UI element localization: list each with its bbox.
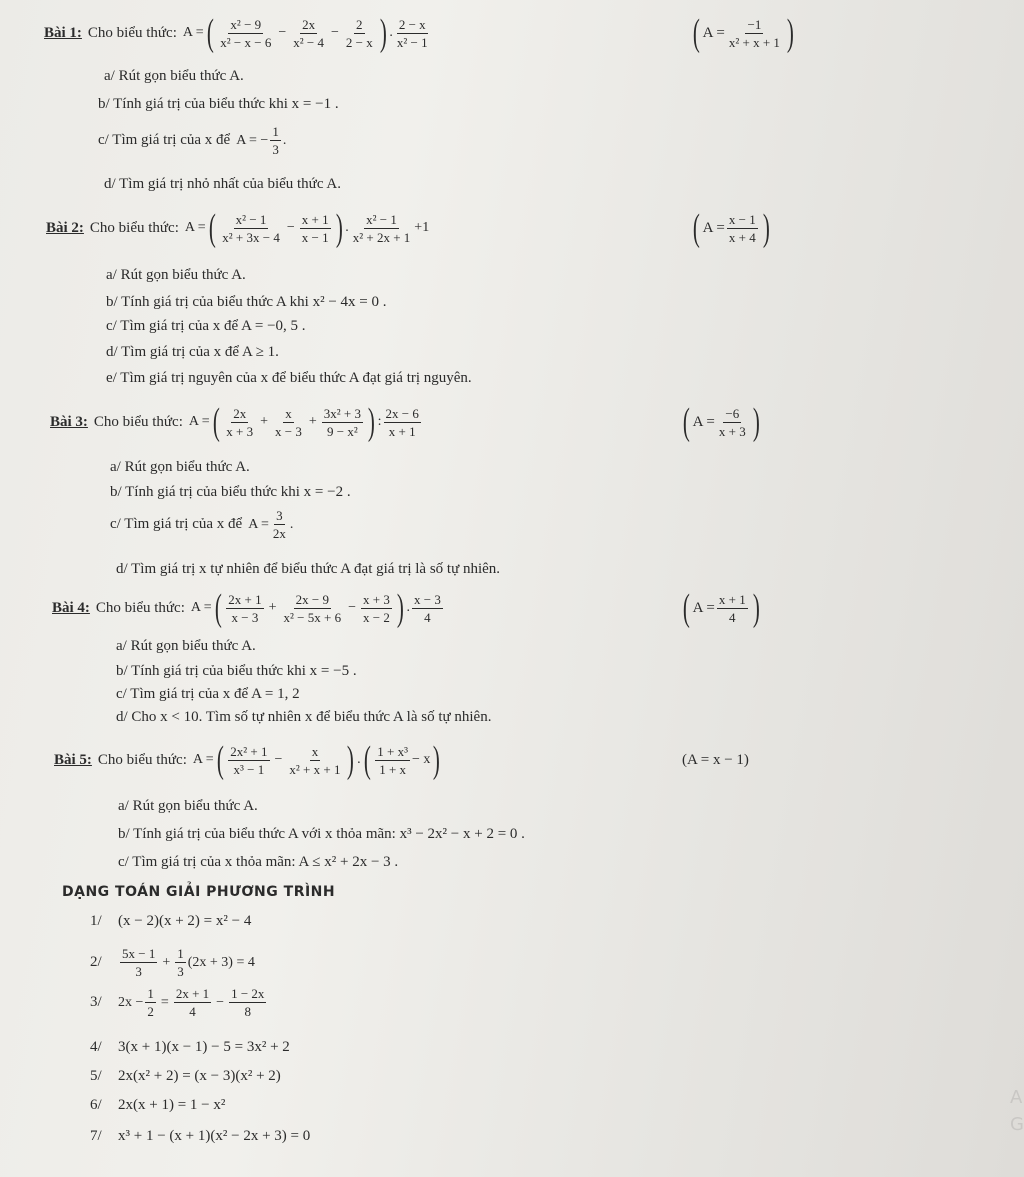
problem-title: Bài 5: (54, 751, 92, 768)
denominator: x² − 1 (396, 34, 428, 50)
fraction (395, 17, 430, 50)
numerator: x (311, 743, 319, 759)
denominator: x + 3 (226, 423, 254, 439)
denominator: x² + 3x − 4 (222, 229, 280, 245)
denominator: x − 1 (301, 229, 329, 245)
problem-5-header (54, 741, 443, 779)
denominator: x + 3 (718, 423, 746, 439)
problem-3-part-c (110, 508, 293, 541)
expr-tail: − x (412, 752, 431, 767)
numerator: 1 − 2x (231, 986, 265, 1001)
operator: = (160, 994, 169, 1010)
fraction (218, 17, 273, 50)
problem-1-part-a: a/ Rút gọn biểu thức A. (104, 68, 244, 84)
numerator: x² − 1 (235, 211, 267, 227)
numerator: 1 (147, 986, 154, 1001)
equation-3 (90, 986, 268, 1019)
fraction (322, 406, 363, 439)
edge-mark-g: G (1010, 1114, 1024, 1135)
numerator: 3x² + 3 (323, 405, 361, 421)
problem-intro: Cho biểu thức: (89, 219, 179, 236)
problem-1-part-d: d/ Tìm giá trị nhỏ nhất của biểu thức A. (104, 176, 341, 192)
denominator: 9 − x² (327, 423, 358, 439)
fraction (351, 212, 413, 245)
problem-intro: Cho biểu thức: (95, 599, 185, 616)
expr-lhs: A = (182, 25, 204, 40)
equation-4 (90, 1039, 290, 1056)
expr-lhs: A = (188, 414, 210, 429)
fraction (344, 17, 375, 50)
denominator: x − 3 (275, 423, 302, 439)
numerator: 2x (302, 16, 316, 32)
equation-number: 4/ (90, 1039, 102, 1055)
denominator: x − 2 (362, 609, 390, 625)
numerator: 2x + 1 (175, 986, 210, 1001)
fraction (229, 986, 266, 1019)
fraction (375, 744, 410, 777)
numerator: 2x² + 1 (230, 743, 268, 759)
problem-4-part-c: c/ Tìm giá trị của x để A = 1, 2 (116, 686, 300, 702)
equation-text: 2x(x + 1) = 1 − x² (118, 1097, 226, 1113)
fraction (174, 986, 211, 1019)
open-paren: ( (206, 12, 214, 54)
denominator: 3 (177, 964, 184, 979)
denominator: x + 4 (728, 229, 756, 245)
numerator: 2x + 1 (228, 591, 262, 607)
equation-text: x³ + 1 − (x + 1)(x² − 2x + 3) = 0 (118, 1128, 311, 1144)
expression (248, 508, 293, 541)
numerator: 2x − 6 (385, 405, 419, 421)
close-paren: ) (379, 12, 387, 54)
expression: A = ( $\frac{2x}{x + 3}$ + $\frac{x}{x - 3}$ + $\frac{\text{3x² + 3}}{\text{9 − x²}}$ ) : $\frac{2x - 6}{x + 1}$ (188, 401, 419, 443)
problem-4-header (52, 589, 445, 627)
expression: A = ( $\frac{2x + 1}{x - 3}$ + $\frac{2x - 9}{\text{x² − 5x + 6}}$ − $\frac{x + 3}{x - 2}$ ) . $\frac{x - 3}{4}$ (190, 587, 441, 629)
expr-tail: +1 (414, 220, 430, 235)
numerator: x − 1 (728, 211, 756, 227)
problem-3-part-d: d/ Tìm giá trị x tự nhiên để biểu thức A đạt giá trị là số tự nhiên. (116, 561, 501, 577)
expr-lhs: A = (192, 752, 214, 767)
numerator: x + 1 (301, 211, 329, 227)
expr-lhs: A = (190, 600, 212, 615)
problem-3-part-a: a/ Rút gọn biểu thức A. (110, 459, 250, 475)
expr-lhs: A = − (236, 132, 269, 148)
problem-2-part-d: d/ Tìm giá trị của x để A ≥ 1. (106, 344, 279, 360)
edge-mark-a: A (1010, 1087, 1023, 1108)
fraction (145, 986, 156, 1019)
denominator: x² − 5x + 6 (283, 609, 342, 625)
fraction (291, 17, 326, 50)
denominator: x² − 4 (293, 34, 324, 50)
problem-3-header (50, 403, 423, 441)
equation-number: 1/ (90, 913, 102, 929)
result-lhs: A = (702, 219, 725, 236)
problem-2-part-c: c/ Tìm giá trị của x để A = −0, 5 . (106, 318, 306, 334)
numerator: −1 (747, 16, 762, 32)
numerator: x − 3 (413, 591, 441, 607)
problem-1-part-c (98, 124, 286, 157)
denominator: x² − x − 6 (220, 34, 272, 50)
numerator: 1 (177, 946, 184, 961)
fraction (412, 592, 443, 625)
operator: . (406, 600, 410, 615)
denominator: x³ − 1 (233, 761, 265, 777)
problem-2-result: ( A = $\frac{x - 1}{x + 4}$ ) (692, 207, 770, 249)
problem-2-part-a: a/ Rút gọn biểu thức A. (106, 267, 246, 283)
problem-5-part-b: b/ Tính giá trị của biểu thức A với x thỏa mãn: x³ − 2x² − x + 2 = 0 . (118, 826, 525, 842)
numerator: −6 (725, 405, 740, 421)
problem-2-part-b: b/ Tính giá trị của biểu thức A khi x² − 4x = 0 . (106, 294, 387, 310)
numerator: 2 − x (398, 16, 426, 32)
expr-lhs: A = (184, 220, 206, 235)
denominator: 1 + x (379, 761, 407, 777)
operator: . (345, 220, 349, 235)
problem-4-result: ( A = $\frac{x + 1}{4}$ ) (682, 587, 760, 629)
problem-title: Bài 1: (44, 24, 82, 41)
problem-1-result: ( A = $\frac{-1}{\text{x² + x + 1}}$ ) (692, 12, 794, 54)
operator: . (389, 25, 393, 40)
denominator: 2 (147, 1004, 154, 1019)
problem-title: Bài 3: (50, 413, 88, 430)
operator: + (162, 954, 171, 970)
denominator: 2 − x (345, 34, 373, 50)
numerator: 2x − 9 (295, 591, 329, 607)
fraction (226, 592, 263, 625)
result-fraction (727, 17, 782, 50)
problem-1-header (44, 14, 432, 52)
denominator: 8 (244, 1004, 251, 1019)
equation-head: 2x − (118, 994, 144, 1010)
equation-number: 7/ (90, 1128, 102, 1144)
result-lhs: A = (692, 413, 715, 430)
denominator: 3 (135, 964, 142, 979)
equation-number: 2/ (90, 954, 102, 970)
expr-end: . (282, 132, 287, 148)
numerator: x + 1 (718, 591, 746, 607)
fraction (300, 212, 331, 245)
fraction (287, 744, 342, 777)
equation-number: 3/ (90, 994, 102, 1010)
denominator: 4 (424, 609, 431, 625)
result-fraction (727, 212, 758, 245)
problem-5-result: (A = x − 1) (682, 752, 749, 768)
numerator: 2 (356, 16, 363, 32)
denominator: x + 1 (388, 423, 416, 439)
section-title: DẠNG TOÁN GIẢI PHƯƠNG TRÌNH (62, 884, 336, 900)
numerator: 3 (276, 508, 283, 523)
denominator: 4 (189, 1004, 196, 1019)
numerator: x + 3 (362, 591, 390, 607)
equation-1 (90, 913, 251, 930)
operator: − (216, 994, 225, 1010)
problem-intro: Cho biểu thức: (87, 24, 177, 41)
equation-number: 5/ (90, 1068, 102, 1084)
fraction (384, 406, 421, 439)
problem-2-header (46, 209, 429, 247)
fraction (271, 508, 288, 541)
numerator: x² − 1 (366, 211, 397, 227)
numerator: 5x − 1 (122, 946, 156, 961)
part-text: c/ Tìm giá trị của x để (110, 516, 243, 532)
denominator: 3 (272, 142, 279, 157)
result-lhs: A = (692, 599, 715, 616)
equation-5 (90, 1068, 281, 1085)
denominator: x² + x + 1 (728, 34, 780, 50)
denominator: x² + 2x + 1 (352, 229, 411, 245)
problem-5-part-a: a/ Rút gọn biểu thức A. (118, 798, 258, 814)
operator: : (377, 414, 382, 429)
equation-expression (118, 986, 268, 1019)
fraction (175, 946, 186, 979)
result-fraction (717, 406, 748, 439)
equation-6 (90, 1097, 225, 1114)
fraction (224, 406, 255, 439)
numerator: 2x (233, 405, 247, 421)
problem-4-part-b: b/ Tính giá trị của biểu thức khi x = −5 . (116, 663, 357, 679)
expr-lhs: A = (248, 516, 269, 532)
problem-2-part-e: e/ Tìm giá trị nguyên của x để biểu thức A đạt giá trị nguyên. (106, 370, 472, 386)
fraction (282, 592, 344, 625)
equation-number: 6/ (90, 1097, 102, 1113)
expression: A = ( $\frac{\text{x² − 9}}{\text{x² − x − 6}}$ − $\frac{2x}{\text{x² − 4}}$ − $\frac{2}{2 - x}$ ) . $\frac{2 - x}{\text{x² − 1}}$ (182, 12, 428, 54)
part-text: c/ Tìm giá trị của x để (98, 132, 231, 148)
fraction (361, 592, 392, 625)
numerator: x (285, 405, 292, 421)
expression: A = ( $\frac{\text{x² − 1}}{\text{x² + 3x − 4}}$ − $\frac{x + 1}{x - 1}$ ) . $\frac{\text{x² − 1}}{\text{x² + 2x + 1}}$ +1 (184, 207, 430, 249)
problem-4-part-a: a/ Rút gọn biểu thức A. (116, 638, 256, 654)
fraction (228, 744, 269, 777)
numerator: 1 + x³ (377, 743, 409, 759)
equation-7 (90, 1128, 310, 1145)
denominator: 2x (272, 526, 286, 541)
operator: . (357, 752, 361, 767)
fraction (273, 406, 304, 439)
problem-3-part-b: b/ Tính giá trị của biểu thức khi x = −2 . (110, 484, 351, 500)
equation-text: 3(x + 1)(x − 1) − 5 = 3x² + 2 (118, 1039, 290, 1055)
equation-text: (x − 2)(x + 2) = x² − 4 (118, 913, 252, 929)
equation-2 (90, 946, 255, 979)
problem-intro: Cho biểu thức: (93, 413, 183, 430)
problem-title: Bài 2: (46, 219, 84, 236)
equation-tail: (2x + 3) = 4 (187, 954, 255, 970)
problem-3-result: ( A = $\frac{-6}{x + 3}$ ) (682, 401, 760, 443)
result-lhs: A = (702, 24, 725, 41)
numerator: x² − 9 (230, 16, 262, 32)
denominator: x² + x + 1 (289, 761, 341, 777)
problem-5-part-c: c/ Tìm giá trị của x thỏa mãn: A ≤ x² + 2x − 3 . (118, 854, 399, 870)
expression (236, 124, 286, 157)
denominator: x − 3 (231, 609, 259, 625)
equation-expression (118, 946, 255, 979)
result-fraction (717, 592, 748, 625)
numerator: 1 (272, 124, 279, 139)
fraction (120, 946, 157, 979)
denominator: 4 (729, 609, 736, 625)
equation-text: 2x(x² + 2) = (x − 3)(x² + 2) (118, 1068, 281, 1084)
problem-1-part-b: b/ Tính giá trị của biểu thức khi x = −1 . (98, 96, 339, 112)
problem-4-part-d: d/ Cho x < 10. Tìm số tự nhiên x để biểu thức A là số tự nhiên. (116, 709, 492, 725)
problem-intro: Cho biểu thức: (97, 751, 187, 768)
expr-end: . (289, 516, 294, 532)
expression: A = ( $\frac{\text{2x² + 1}}{\text{x³ − 1}}$ − $\frac{x}{\text{x² + x + 1}}$ ) . ( $\frac{\text{1 + x³}}{1 + x}$ − x ) (192, 739, 441, 781)
problem-title: Bài 4: (52, 599, 90, 616)
fraction (270, 124, 281, 157)
fraction (220, 212, 282, 245)
